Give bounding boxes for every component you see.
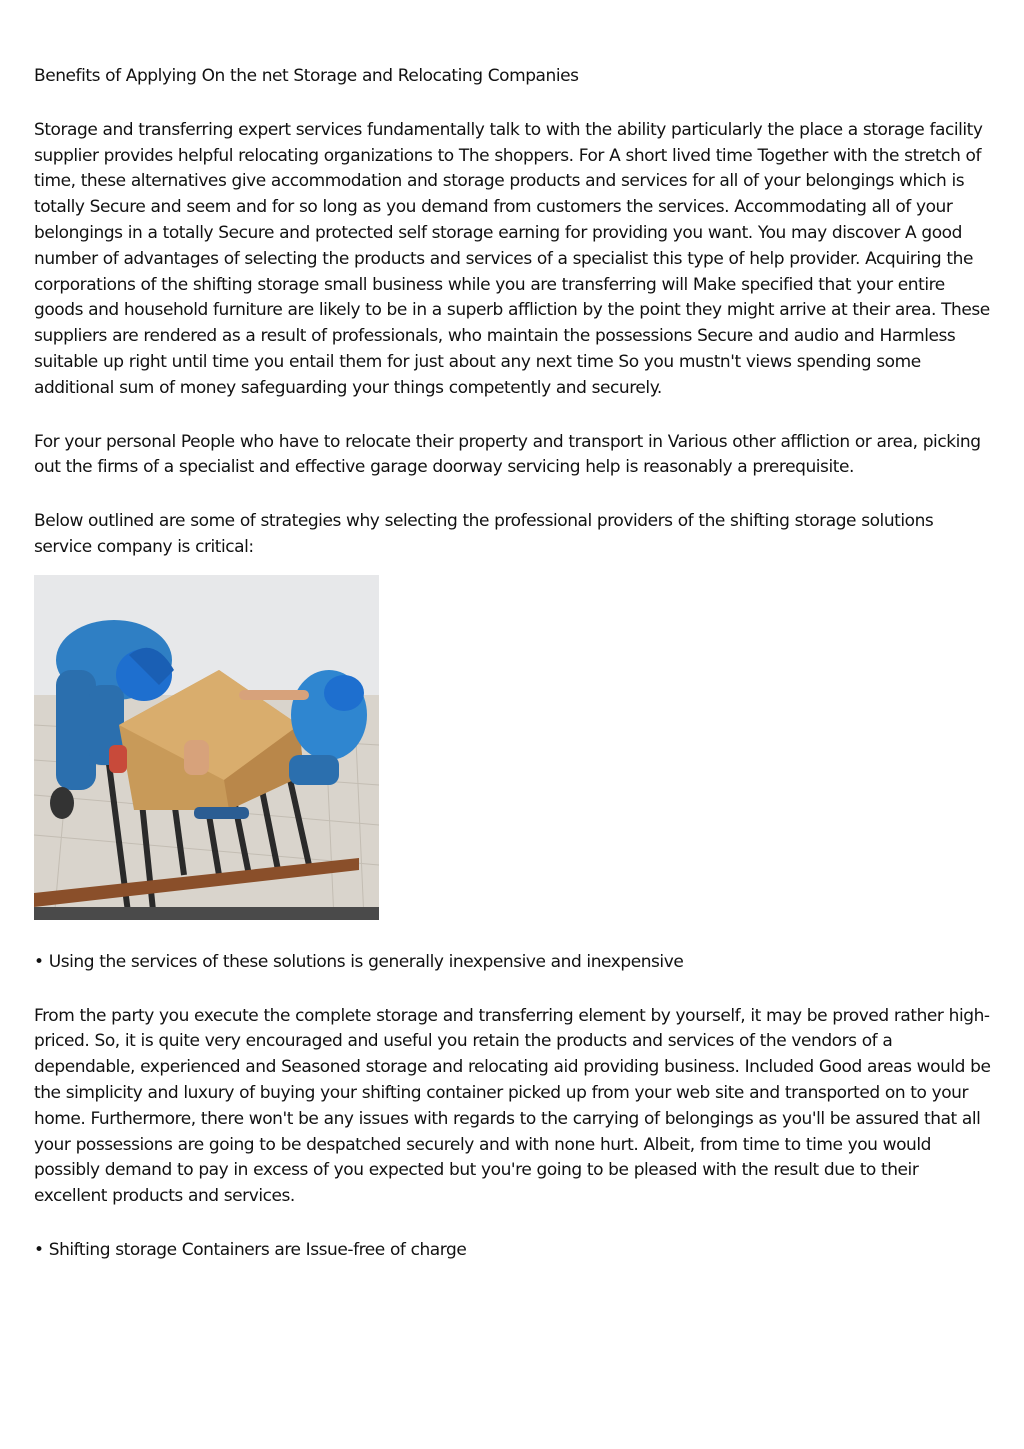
- paragraph-cost: From the party you execute the complete storage and transferring element by yourself, it may be proved rather high-priced. So, it is quite very encouraged and useful you retain the products and services of the vendors of a dependable, experienced and Seasoned storage and relocating aid providing business. Included Good areas would be the simplicity and luxury of buying your shifting container picked up from your web site and transported on to your home. Furthermore, there won't be any issues with regards to the carrying of belongings as you'll be assured that all your possessions are going to be despatched securely and with none hurt. Albeit, from time to time you would possibly demand to pay in excess of you expected but you're going to be pleased with the result due to their excellent products and services.: [34, 1005, 991, 1207]
- document-body: [34, 64, 994, 1264]
- paragraph-intro: Storage and transferring expert services fundamentally talk to with the ability particularly the place a storage facility supplier provides helpful relocating organizations to The shoppers. For A short lived time Together with the stretch of time, these alternatives give accommodation and storage products and services for all of your belongings which is totally Secure and seem and for so long as you demand from customers the services. Accommodating all of your belongings in a totally Secure and protected self storage earning for providing you want. You may discover A good number of advantages of selecting the products and services of a specialist this type of help provider. Acquiring the corporations of the shifting storage small business while you are transferring will Make specified that your entire goods and household furniture are likely to be in a superb affliction by the point they might arrive at their area. These suppliers are rendered as a result of professionals, who maintain the possessions Secure and audio and Harmless suitable up right until time you entail them for just about any next time So you mustn't views spending some additional sum of money safeguarding your things competently and securely.: [34, 119, 990, 398]
- paragraph-reasons: Below outlined are some of strategies why selecting the professional providers of the shifting storage solutions service company is critical:: [34, 511, 934, 557]
- paragraph-relocate: For your personal People who have to relocate their property and transport in Various other affliction or area, picking out the firms of a specialist and effective garage doorway servicing help is reasonably a prerequisite.: [34, 431, 981, 478]
- document-title: Benefits of Applying On the net Storage and Relocating Companies: [34, 66, 579, 86]
- bullet-containers: • Shifting storage Containers are Issue-free of charge: [34, 1239, 467, 1260]
- bullet-inexpensive: • Using the services of these solutions is generally inexpensive and inexpensive: [34, 951, 684, 972]
- movers-carrying-box-photo: [34, 575, 379, 920]
